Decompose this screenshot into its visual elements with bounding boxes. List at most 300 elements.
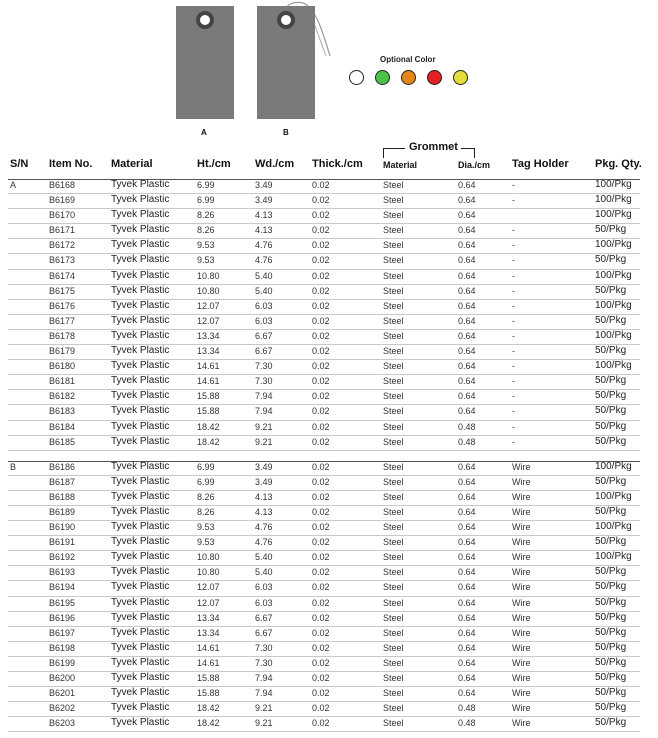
thickness-cell: 0.02	[312, 315, 330, 326]
item-no-cell: B6197	[49, 627, 76, 638]
thickness-cell: 0.02	[312, 461, 330, 472]
item-no-cell: B6186	[49, 461, 76, 472]
material-cell: Tyvek Plastic	[111, 596, 170, 608]
thickness-cell: 0.02	[312, 718, 330, 729]
item-no-cell: B6181	[49, 376, 76, 387]
thickness-cell: 0.02	[312, 703, 330, 714]
item-no-cell: B6203	[49, 718, 76, 729]
thickness-cell: 0.02	[312, 688, 330, 699]
tag-holder-cell: -	[512, 195, 515, 206]
diameter-cell: 0.64	[458, 506, 476, 517]
material-cell: Tyvek Plastic	[111, 702, 170, 714]
item-no-cell: B6179	[49, 346, 76, 357]
material-cell: Tyvek Plastic	[111, 284, 170, 296]
height-cell: 6.99	[197, 476, 215, 487]
table-row	[0, 672, 658, 687]
table-row	[0, 360, 658, 375]
diameter-cell: 0.64	[458, 391, 476, 402]
tag-holder-cell: -	[512, 421, 515, 432]
material-cell: Tyvek Plastic	[111, 460, 170, 472]
height-cell: 12.07	[197, 597, 220, 608]
thickness-cell: 0.02	[312, 522, 330, 533]
grommet-material-cell: Steel	[383, 642, 404, 653]
material-cell: Tyvek Plastic	[111, 626, 170, 638]
product-table	[0, 179, 658, 732]
diameter-cell: 0.64	[458, 361, 476, 372]
pkg-qty-cell: 100/Pkg	[595, 269, 632, 281]
material-cell: Tyvek Plastic	[111, 254, 170, 266]
sn-cell: A	[10, 180, 17, 190]
table-row	[0, 612, 658, 627]
width-cell: 5.40	[255, 552, 273, 563]
material-cell: Tyvek Plastic	[111, 194, 170, 206]
diameter-cell: 0.64	[458, 240, 476, 251]
thickness-cell: 0.02	[312, 270, 330, 281]
thickness-cell: 0.02	[312, 225, 330, 236]
thickness-cell: 0.02	[312, 476, 330, 487]
tag-holder-cell: Wire	[512, 506, 531, 517]
item-no-cell: B6184	[49, 421, 76, 432]
height-cell: 14.61	[197, 361, 220, 372]
thickness-cell: 0.02	[312, 406, 330, 417]
table-row	[0, 476, 658, 491]
header-tag-holder: Tag Holder	[512, 158, 569, 170]
item-no-cell: B6182	[49, 391, 76, 402]
pkg-qty-cell: 50/Pkg	[595, 702, 627, 714]
table-row	[0, 551, 658, 566]
pkg-qty-cell: 50/Pkg	[595, 284, 627, 296]
width-cell: 7.30	[255, 376, 273, 387]
tag-holder-cell: -	[512, 285, 515, 296]
height-cell: 13.34	[197, 346, 220, 357]
thickness-cell: 0.02	[312, 346, 330, 357]
width-cell: 4.13	[255, 225, 273, 236]
pkg-qty-cell: 50/Pkg	[595, 254, 627, 266]
grommet-material-cell: Steel	[383, 461, 404, 472]
tag-holder-cell: Wire	[512, 552, 531, 563]
grommet-material-cell: Steel	[383, 195, 404, 206]
pkg-qty-cell: 50/Pkg	[595, 375, 627, 387]
material-cell: Tyvek Plastic	[111, 239, 170, 251]
grommet-material-cell: Steel	[383, 582, 404, 593]
material-cell: Tyvek Plastic	[111, 672, 170, 683]
height-cell: 10.80	[197, 552, 220, 563]
item-no-cell: B6188	[49, 491, 76, 502]
table-header	[0, 140, 658, 178]
material-cell: Tyvek Plastic	[111, 521, 170, 533]
table-row	[0, 436, 658, 451]
tag-holder-cell: Wire	[512, 718, 531, 729]
tag-holder-cell: Wire	[512, 688, 531, 699]
material-cell: Tyvek Plastic	[111, 345, 170, 357]
table-row	[0, 405, 658, 420]
width-cell: 4.76	[255, 255, 273, 266]
grommet-material-cell: Steel	[383, 657, 404, 668]
diameter-cell: 0.64	[458, 346, 476, 357]
item-no-cell: B6173	[49, 255, 76, 266]
pkg-qty-cell: 100/Pkg	[595, 460, 632, 472]
grommet-material-cell: Steel	[383, 225, 404, 236]
height-cell: 15.88	[197, 688, 220, 699]
grommet-material-cell: Steel	[383, 476, 404, 487]
thickness-cell: 0.02	[312, 300, 330, 311]
item-no-cell: B6194	[49, 582, 76, 593]
thickness-cell: 0.02	[312, 567, 330, 578]
width-cell: 6.67	[255, 612, 273, 623]
pkg-qty-cell: 50/Pkg	[595, 314, 627, 326]
header-thickness: Thick./cm	[312, 158, 363, 170]
pkg-qty-cell: 50/Pkg	[595, 390, 627, 402]
pkg-qty-cell: 50/Pkg	[595, 345, 627, 357]
width-cell: 6.03	[255, 582, 273, 593]
header-item-no: Item No.	[49, 158, 93, 170]
pkg-qty-cell: 50/Pkg	[595, 224, 627, 236]
height-cell: 13.34	[197, 612, 220, 623]
item-no-cell: B6193	[49, 567, 76, 578]
height-cell: 9.53	[197, 522, 215, 533]
pkg-qty-cell: 50/Pkg	[595, 405, 627, 417]
diameter-cell: 0.64	[458, 210, 476, 221]
diameter-cell: 0.64	[458, 270, 476, 281]
thickness-cell: 0.02	[312, 537, 330, 548]
height-cell: 12.07	[197, 300, 220, 311]
height-cell: 8.26	[197, 506, 215, 517]
diameter-cell: 0.64	[458, 582, 476, 593]
grommet-material-cell: Steel	[383, 346, 404, 357]
diameter-cell: 0.64	[458, 285, 476, 296]
diameter-cell: 0.64	[458, 522, 476, 533]
material-cell: Tyvek Plastic	[111, 405, 170, 417]
thickness-cell: 0.02	[312, 491, 330, 502]
thickness-cell: 0.02	[312, 506, 330, 517]
pkg-qty-cell: 50/Pkg	[595, 435, 627, 447]
diameter-cell: 0.64	[458, 642, 476, 653]
diameter-cell: 0.64	[458, 476, 476, 487]
width-cell: 7.30	[255, 642, 273, 653]
thickness-cell: 0.02	[312, 330, 330, 341]
height-cell: 13.34	[197, 330, 220, 341]
grommet-material-cell: Steel	[383, 421, 404, 432]
thickness-cell: 0.02	[312, 436, 330, 447]
material-cell: Tyvek Plastic	[111, 360, 170, 372]
diameter-cell: 0.48	[458, 718, 476, 729]
grommet-material-cell: Steel	[383, 718, 404, 729]
grommet-material-cell: Steel	[383, 673, 404, 683]
grommet-material-cell: Steel	[383, 240, 404, 251]
table-row	[0, 627, 658, 642]
width-cell: 6.67	[255, 346, 273, 357]
height-cell: 18.42	[197, 421, 220, 432]
grommet-material-cell: Steel	[383, 436, 404, 447]
table-row	[0, 254, 658, 269]
pkg-qty-cell: 100/Pkg	[595, 521, 632, 533]
width-cell: 7.30	[255, 657, 273, 668]
tag-holder-cell: Wire	[512, 567, 531, 578]
height-cell: 6.99	[197, 195, 215, 206]
item-no-cell: B6168	[49, 180, 76, 190]
color-swatch	[349, 70, 364, 85]
table-row	[0, 642, 658, 657]
diameter-cell: 0.48	[458, 436, 476, 447]
table-row	[0, 194, 658, 209]
height-cell: 12.07	[197, 315, 220, 326]
table-row	[0, 687, 658, 702]
grommet-material-cell: Steel	[383, 627, 404, 638]
item-no-cell: B6196	[49, 612, 76, 623]
grommet-icon	[196, 11, 214, 29]
material-cell: Tyvek Plastic	[111, 179, 170, 190]
tag-b-image	[257, 6, 315, 119]
width-cell: 7.94	[255, 391, 273, 402]
diameter-cell: 0.64	[458, 612, 476, 623]
diameter-cell: 0.64	[458, 673, 476, 683]
diameter-cell: 0.64	[458, 657, 476, 668]
width-cell: 4.76	[255, 240, 273, 251]
width-cell: 5.40	[255, 567, 273, 578]
tag-holder-cell: -	[512, 436, 515, 447]
width-cell: 6.03	[255, 597, 273, 608]
width-cell: 6.67	[255, 627, 273, 638]
diameter-cell: 0.48	[458, 703, 476, 714]
tag-holder-cell: -	[512, 330, 515, 341]
item-no-cell: B6191	[49, 537, 76, 548]
thickness-cell: 0.02	[312, 552, 330, 563]
tag-holder-cell: -	[512, 346, 515, 357]
table-row	[0, 717, 658, 732]
thickness-cell: 0.02	[312, 376, 330, 387]
pkg-qty-cell: 100/Pkg	[595, 490, 632, 502]
width-cell: 6.03	[255, 300, 273, 311]
diameter-cell: 0.64	[458, 627, 476, 638]
grommet-material-cell: Steel	[383, 376, 404, 387]
height-cell: 10.80	[197, 285, 220, 296]
header-height: Ht./cm	[197, 158, 231, 170]
grommet-material-cell: Steel	[383, 255, 404, 266]
material-cell: Tyvek Plastic	[111, 551, 170, 563]
table-row	[0, 345, 658, 360]
table-row	[0, 239, 658, 254]
color-swatch	[375, 70, 390, 85]
tag-holder-cell: Wire	[512, 642, 531, 653]
width-cell: 7.94	[255, 688, 273, 699]
material-cell: Tyvek Plastic	[111, 314, 170, 326]
pkg-qty-cell: 100/Pkg	[595, 194, 632, 206]
tag-holder-cell: Wire	[512, 597, 531, 608]
table-row	[0, 421, 658, 436]
tag-holder-cell: Wire	[512, 657, 531, 668]
color-swatch	[427, 70, 442, 85]
height-cell: 18.42	[197, 436, 220, 447]
grommet-material-cell: Steel	[383, 300, 404, 311]
grommet-material-cell: Steel	[383, 406, 404, 417]
table-row	[0, 390, 658, 405]
table-row	[0, 536, 658, 551]
item-no-cell: B6198	[49, 642, 76, 653]
pkg-qty-cell: 50/Pkg	[595, 536, 627, 548]
material-cell: Tyvek Plastic	[111, 299, 170, 311]
thickness-cell: 0.02	[312, 240, 330, 251]
height-cell: 14.61	[197, 376, 220, 387]
material-cell: Tyvek Plastic	[111, 717, 170, 729]
tag-holder-cell: Wire	[512, 522, 531, 533]
height-cell: 18.42	[197, 718, 220, 729]
table-row	[0, 581, 658, 596]
material-cell: Tyvek Plastic	[111, 390, 170, 402]
table-row	[0, 224, 658, 239]
item-no-cell: B6174	[49, 270, 76, 281]
material-cell: Tyvek Plastic	[111, 611, 170, 623]
table-row	[0, 657, 658, 672]
thickness-cell: 0.02	[312, 195, 330, 206]
diameter-cell: 0.64	[458, 195, 476, 206]
tag-holder-cell: -	[512, 270, 515, 281]
diameter-cell: 0.64	[458, 225, 476, 236]
tag-holder-cell: -	[512, 300, 515, 311]
item-no-cell: B6171	[49, 225, 76, 236]
width-cell: 5.40	[255, 285, 273, 296]
table-row	[0, 375, 658, 390]
material-cell: Tyvek Plastic	[111, 656, 170, 668]
width-cell: 3.49	[255, 476, 273, 487]
grommet-group-title: Grommet	[409, 141, 458, 153]
pkg-qty-cell: 100/Pkg	[595, 299, 632, 311]
header-material: Material	[111, 158, 153, 170]
height-cell: 10.80	[197, 567, 220, 578]
table-row	[0, 491, 658, 506]
diameter-cell: 0.64	[458, 180, 476, 190]
width-cell: 6.67	[255, 330, 273, 341]
pkg-qty-cell: 50/Pkg	[595, 626, 627, 638]
table-row	[0, 179, 658, 194]
width-cell: 3.49	[255, 461, 273, 472]
material-cell: Tyvek Plastic	[111, 329, 170, 341]
material-cell: Tyvek Plastic	[111, 641, 170, 653]
item-no-cell: B6180	[49, 361, 76, 372]
pkg-qty-cell: 50/Pkg	[595, 717, 627, 729]
width-cell: 9.21	[255, 421, 273, 432]
thickness-cell: 0.02	[312, 421, 330, 432]
height-cell: 14.61	[197, 657, 220, 668]
grommet-material-cell: Steel	[383, 361, 404, 372]
width-cell: 7.94	[255, 673, 273, 683]
table-row	[0, 702, 658, 717]
table-row	[0, 566, 658, 581]
width-cell: 4.13	[255, 491, 273, 502]
item-no-cell: B6189	[49, 506, 76, 517]
grommet-material-cell: Steel	[383, 391, 404, 402]
tag-holder-cell: -	[512, 315, 515, 326]
figure-label-a: A	[201, 128, 207, 137]
grommet-material-cell: Steel	[383, 522, 404, 533]
material-cell: Tyvek Plastic	[111, 490, 170, 502]
tag-holder-cell: -	[512, 180, 515, 190]
grommet-material-cell: Steel	[383, 567, 404, 578]
tag-holder-cell: Wire	[512, 673, 531, 683]
width-cell: 9.21	[255, 703, 273, 714]
height-cell: 9.53	[197, 255, 215, 266]
thickness-cell: 0.02	[312, 180, 330, 190]
grommet-group-header	[383, 140, 493, 160]
thickness-cell: 0.02	[312, 582, 330, 593]
thickness-cell: 0.02	[312, 657, 330, 668]
table-row	[0, 330, 658, 345]
height-cell: 15.88	[197, 391, 220, 402]
tag-holder-cell: -	[512, 240, 515, 251]
item-no-cell: B6172	[49, 240, 76, 251]
thickness-cell: 0.02	[312, 285, 330, 296]
header-width: Wd./cm	[255, 158, 295, 170]
tag-holder-cell: Wire	[512, 537, 531, 548]
grommet-material-cell: Steel	[383, 537, 404, 548]
pkg-qty-cell: 50/Pkg	[595, 611, 627, 623]
grommet-material-cell: Steel	[383, 210, 404, 221]
header-pkg-qty: Pkg. Qty.	[595, 158, 642, 170]
item-no-cell: B6169	[49, 195, 76, 206]
item-no-cell: B6187	[49, 476, 76, 487]
table-row	[0, 521, 658, 536]
thickness-cell: 0.02	[312, 361, 330, 372]
pkg-qty-cell: 50/Pkg	[595, 672, 627, 683]
item-no-cell: B6199	[49, 657, 76, 668]
height-cell: 15.88	[197, 673, 220, 683]
width-cell: 3.49	[255, 180, 273, 190]
height-cell: 8.26	[197, 491, 215, 502]
material-cell: Tyvek Plastic	[111, 687, 170, 699]
tag-holder-cell: -	[512, 361, 515, 372]
material-cell: Tyvek Plastic	[111, 435, 170, 447]
thickness-cell: 0.02	[312, 642, 330, 653]
pkg-qty-cell: 50/Pkg	[595, 656, 627, 668]
grommet-material-cell: Steel	[383, 552, 404, 563]
material-cell: Tyvek Plastic	[111, 375, 170, 387]
grommet-material-cell: Steel	[383, 688, 404, 699]
material-cell: Tyvek Plastic	[111, 505, 170, 517]
tag-holder-cell: Wire	[512, 582, 531, 593]
grommet-material-cell: Steel	[383, 597, 404, 608]
width-cell: 4.13	[255, 210, 273, 221]
diameter-cell: 0.64	[458, 688, 476, 699]
header-sn: S/N	[10, 158, 29, 170]
diameter-cell: 0.64	[458, 255, 476, 266]
height-cell: 18.42	[197, 703, 220, 714]
material-cell: Tyvek Plastic	[111, 536, 170, 548]
tag-holder-cell: -	[512, 406, 515, 417]
item-no-cell: B6195	[49, 597, 76, 608]
material-cell: Tyvek Plastic	[111, 566, 170, 578]
diameter-cell: 0.64	[458, 552, 476, 563]
width-cell: 9.21	[255, 436, 273, 447]
pkg-qty-cell: 50/Pkg	[595, 420, 627, 432]
tag-holder-cell: -	[512, 255, 515, 266]
width-cell: 4.76	[255, 537, 273, 548]
tag-holder-cell: Wire	[512, 461, 531, 472]
table-row	[0, 315, 658, 330]
width-cell: 4.76	[255, 522, 273, 533]
diameter-cell: 0.64	[458, 330, 476, 341]
material-cell: Tyvek Plastic	[111, 475, 170, 487]
item-no-cell: B6175	[49, 285, 76, 296]
color-swatch	[401, 70, 416, 85]
pkg-qty-cell: 50/Pkg	[595, 596, 627, 608]
tag-holder-cell: -	[512, 391, 515, 402]
tag-holder-cell: -	[512, 225, 515, 236]
material-cell: Tyvek Plastic	[111, 269, 170, 281]
height-cell: 6.99	[197, 461, 215, 472]
grommet-material-cell: Steel	[383, 612, 404, 623]
pkg-qty-cell: 100/Pkg	[595, 551, 632, 563]
width-cell: 4.13	[255, 506, 273, 517]
grommet-material-cell: Steel	[383, 270, 404, 281]
